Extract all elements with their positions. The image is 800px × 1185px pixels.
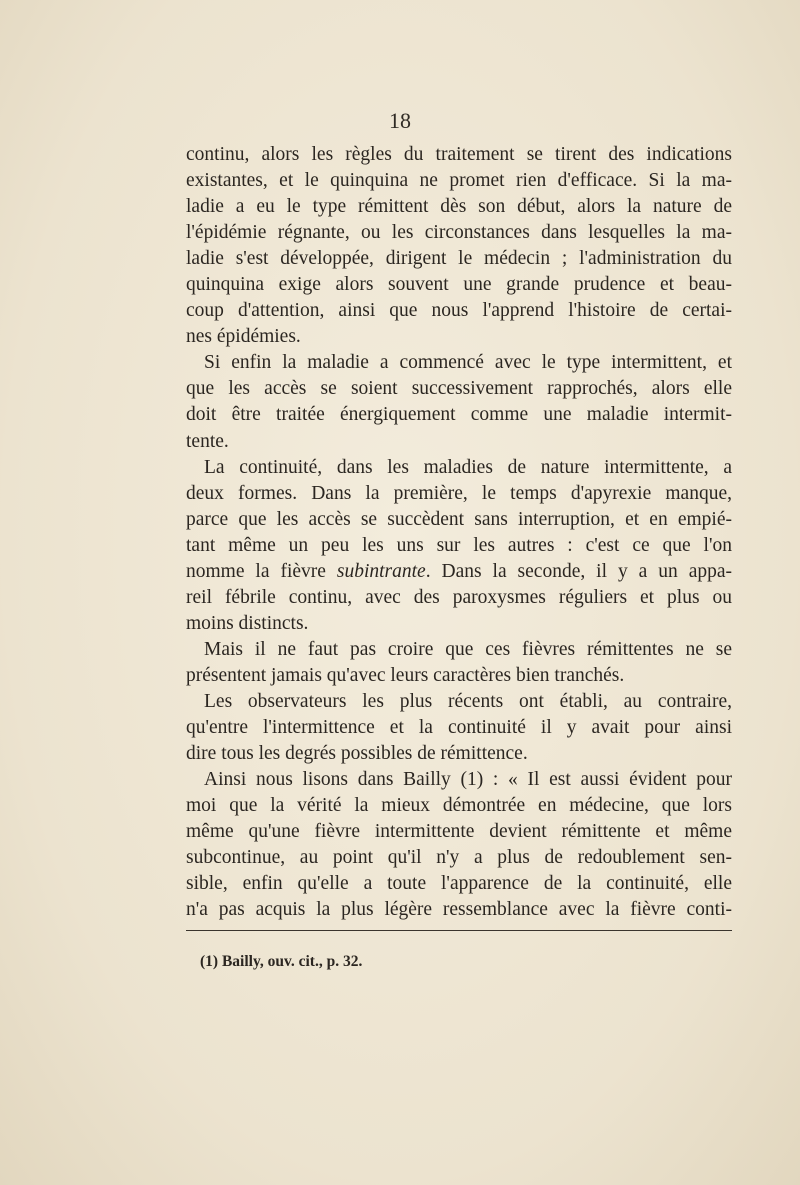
text-line: dire tous les degrés possibles de rémittence. (186, 743, 528, 765)
text-line: présentent jamais qu'avec leurs caractères bien tranchés. (186, 664, 625, 686)
footnote: (1) Bailly, ouv. cit., p. 32. (200, 953, 363, 970)
text-line: continu, alors les règles du traitement se tirent des indications (186, 144, 732, 165)
text-line: Les observateurs les plus récents ont établi, au contraire, (204, 690, 732, 712)
text-line: La continuité, dans les maladies de nature intermittente, a (204, 456, 732, 478)
text-line: l'épidémie régnante, ou les circonstances dans lesquelles la ma- (186, 222, 732, 244)
body-text (186, 142, 732, 923)
text-line: qu'entre l'intermittence et la continuité il y avait pour ainsi (186, 717, 732, 739)
text-line: ladie s'est développée, dirigent le médecin ; l'administration du (186, 248, 732, 270)
text-line: existantes, et le quinquina ne promet rien d'efficace. Si la ma- (186, 170, 732, 192)
text-line: sible, enfin qu'elle a toute l'apparence de la continuité, elle (186, 873, 732, 895)
text-line: nes épidémies. (186, 326, 301, 348)
text-line: quinquina exige alors souvent une grande prudence et beau- (186, 274, 732, 296)
text-line: deux formes. Dans la première, le temps d'apyrexie manque, (186, 482, 732, 504)
text-line: même qu'une fièvre intermittente devient rémittente et même (186, 821, 732, 843)
text-line: Ainsi nous lisons dans Bailly (1) : « Il est aussi évident pour (204, 769, 732, 791)
text-line: coup d'attention, ainsi que nous l'apprend l'histoire de certai- (186, 300, 732, 322)
text-line: moins distincts. (186, 612, 309, 634)
text-line: n'a pas acquis la plus légère ressemblance avec la fièvre conti- (186, 899, 732, 921)
footnote-rule (186, 930, 732, 931)
text-line: que les accès se soient successivement rapprochés, alors elle (186, 378, 732, 400)
text-line: Si enfin la maladie a commencé avec le type intermittent, et (204, 352, 732, 374)
text-line: doit être traitée énergiquement comme une maladie intermit- (186, 404, 732, 426)
text-line: tente. (186, 430, 229, 452)
text-line: subcontinue, au point qu'il n'y a plus de redoublement sen- (186, 847, 732, 869)
text-line: nomme la fièvre subintrante. Dans la seconde, il y a un appa- (186, 560, 732, 582)
text-line: moi que la vérité la mieux démontrée en médecine, que lors (186, 795, 732, 817)
text-line: parce que les accès se succèdent sans interruption, et en empié- (186, 508, 732, 530)
text-line: ladie a eu le type rémittent dès son début, alors la nature de (186, 196, 732, 218)
text-line: reil fébrile continu, avec des paroxysmes réguliers et plus ou (186, 586, 732, 608)
text-line: tant même un peu les uns sur les autres : c'est ce que l'on (186, 534, 732, 556)
text-line: Mais il ne faut pas croire que ces fièvres rémittentes ne se (204, 638, 732, 660)
page-number: 18 (389, 108, 411, 133)
